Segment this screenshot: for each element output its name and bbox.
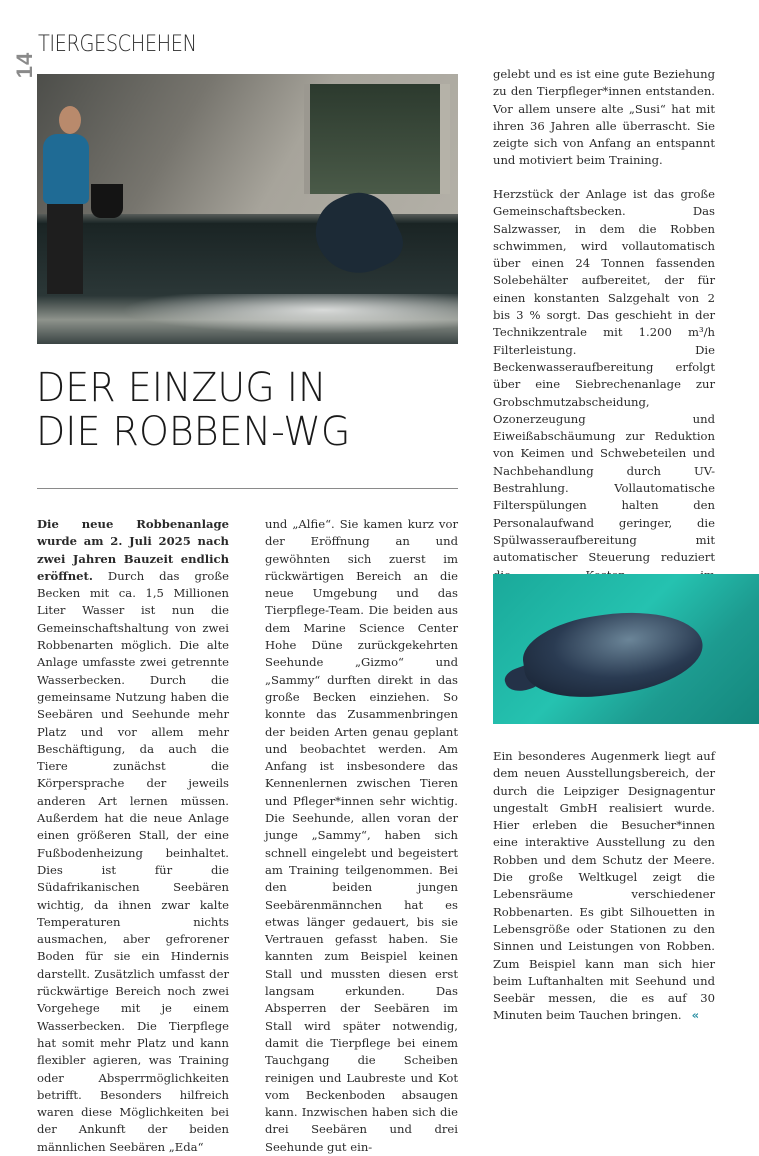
page-number bbox=[14, 50, 38, 80]
page-number-text: 14 bbox=[12, 51, 38, 79]
article-column-3-part-3 bbox=[493, 748, 715, 1025]
water-sparkle bbox=[121, 294, 458, 334]
column-3-paragraph-3 bbox=[493, 748, 715, 1025]
headline-line-2: DIE ROBBEN-WG bbox=[36, 409, 351, 455]
keeper-shirt bbox=[43, 134, 89, 204]
article-column-3-part-2 bbox=[493, 186, 715, 618]
headline-line-1: DER EINZUG IN bbox=[36, 365, 327, 411]
column-3-paragraph-3-text: Ein besonderes Augenmerk liegt auf dem neuen Ausstellungsbereich, der durch die Leipziger Designagentur ungestalt GmbH realisiert wurde. Hier erleben die Besucher*innen eine interaktive Ausstellung zu den Robben und dem Schutz der Meere. Die große Weltkugel zeigt die Lebensräume verschiedener Robbenarten. Es gibt Silhouetten in Lebensgröße oder Stationen zu den Sinnen und Leistungen von Robben. Zum Beispiel kann man sich hier beim Luftanhalten mit Seehund und Seebär messen, die es auf 30 Minuten beim Tauchen bringen. bbox=[493, 749, 715, 1023]
section-title: TIERGESCHEHEN bbox=[38, 32, 197, 57]
article-column-2 bbox=[265, 516, 458, 1156]
keeper-head bbox=[59, 106, 81, 134]
swimming-seal bbox=[518, 602, 707, 706]
glass-panel bbox=[304, 84, 450, 194]
article-lead: Die neue Robbenanlage wurde am 2. Juli 2025 nach zwei Jahren Bauzeit endlich eröffnet. bbox=[37, 517, 229, 583]
article-column-3-part-1 bbox=[493, 66, 715, 170]
headline-divider bbox=[37, 488, 458, 489]
column-3-paragraph-2: Herzstück der Anlage ist das große Gemeinschaftsbecken. Das Salzwasser, in dem die Robben schwimmen, wird vollautomatisch über einen 24 Tonnen fassenden Solebehälter aufbereitet, der für einen konstanten Salzgehalt von 2 bis 3 % sorgt. Das geschieht in der Technikzentrale mit 1.200 m³/h Filterleistung. Die Beckenwasseraufbereitung erfolgt über eine Siebrechenanlage zur Grobschmutzabscheidung, Ozonerzeugung und Eiweißabschäumung zur Reduktion von Keimen und Schwebeteilen und Nachbehandlung durch UV-Bestrahlung. Vollautomatische Filterspülungen halten den Personalaufwand geringer, die Spülwasseraufbereitung mit automatischer Steuerung reduziert bbox=[493, 187, 715, 565]
side-photo bbox=[493, 574, 759, 724]
column-1-paragraph bbox=[37, 516, 229, 1156]
article-headline bbox=[36, 366, 350, 454]
article-column-1 bbox=[37, 516, 229, 1156]
column-2-body: und „Alfie“. Sie kamen kurz vor der Eröffnung an und gewöhnten sich zuerst im rückwärtigen Bereich an die neue Umgebung und das Tierpflege-Team. Die beiden aus dem Marine Science Center Hohe Düne zurückgekehrten Seehunde „Gizmo“ und „Sammy“ durften direkt in das große Becken einziehen. So konnte das Zusammenbringen der beiden Arten genau geplant und beobachtet werden. Am Anfang ist insbesondere das Kennenlernen zwischen Tieren und Pfleger*innen sehr wichtig. Die Seehunde, allen voran der junge „Sammy“, haben sich schnell eingelebt und begeistert am Training teilgenommen. Bei den beiden jungen Seebärenmännchen hat es etwas länger gedauert, bis sie Vertrauen gefasst haben. Sie kannten zum Beispiel keinen Stall und mussten diesen erst langsam erkunden. Das Absperren der Seebären im Stall wird später notwendig, damit die Tierpflege bei einem Tauchgang die Scheiben reinigen und Laubreste und Kot vom Beckenboden absaugen kann. Inzwischen haben sich die drei Seebären und drei Seehunde gut ein- bbox=[265, 517, 458, 1154]
bucket bbox=[91, 184, 123, 218]
column-1-body: Durch das große Becken mit ca. 1,5 Millionen Liter Wasser ist nun die Gemeinschaftshaltung von zwei Robbenarten möglich. Die alte Anlage umfasste zwei getrennte Wasserbecken. Durch die gemeinsame Nutzung haben die Seebären und Seehunde mehr Platz und vor allem mehr Beschäftigung, da auch die Tiere zunächst die Körpersprache der jeweils anderen Art lernen müssen. Außerdem hat die neue Anlage einen größeren Stall, der eine Fußbodenheizung beinhaltet. Dies ist für die Südafrikanischen Seebären wichtig, da ihnen zwar kalte Temperaturen nichts ausmachen, aber gefrorener Boden für sie ein Hindernis darstellt. Zusätzlich umfasst der rückwärtige Bereich noch zwei Vorgehege mit je einem Wasserbecken. Die Tierpflege hat somit mehr Platz und kann flexibler agieren, was Training oder Absperrmöglichkeiten betrifft. Besonders hilfreich waren diese Möglichkeiten bei der Ankunft der beiden männlichen Seebären „Eda“ bbox=[37, 568, 229, 1154]
main-photo bbox=[37, 74, 458, 344]
column-3-paragraph-1: gelebt und es ist eine gute Beziehung zu den Tierpfleger*innen entstanden. Vor allem unsere alte „Susi“ hat mit ihren 36 Jahren alle überrascht. Sie zeigte sich von Anfang an entspannt und motiviert beim Training. bbox=[493, 67, 715, 168]
end-of-article-icon: « bbox=[691, 1008, 700, 1023]
keeper-legs bbox=[47, 204, 83, 294]
